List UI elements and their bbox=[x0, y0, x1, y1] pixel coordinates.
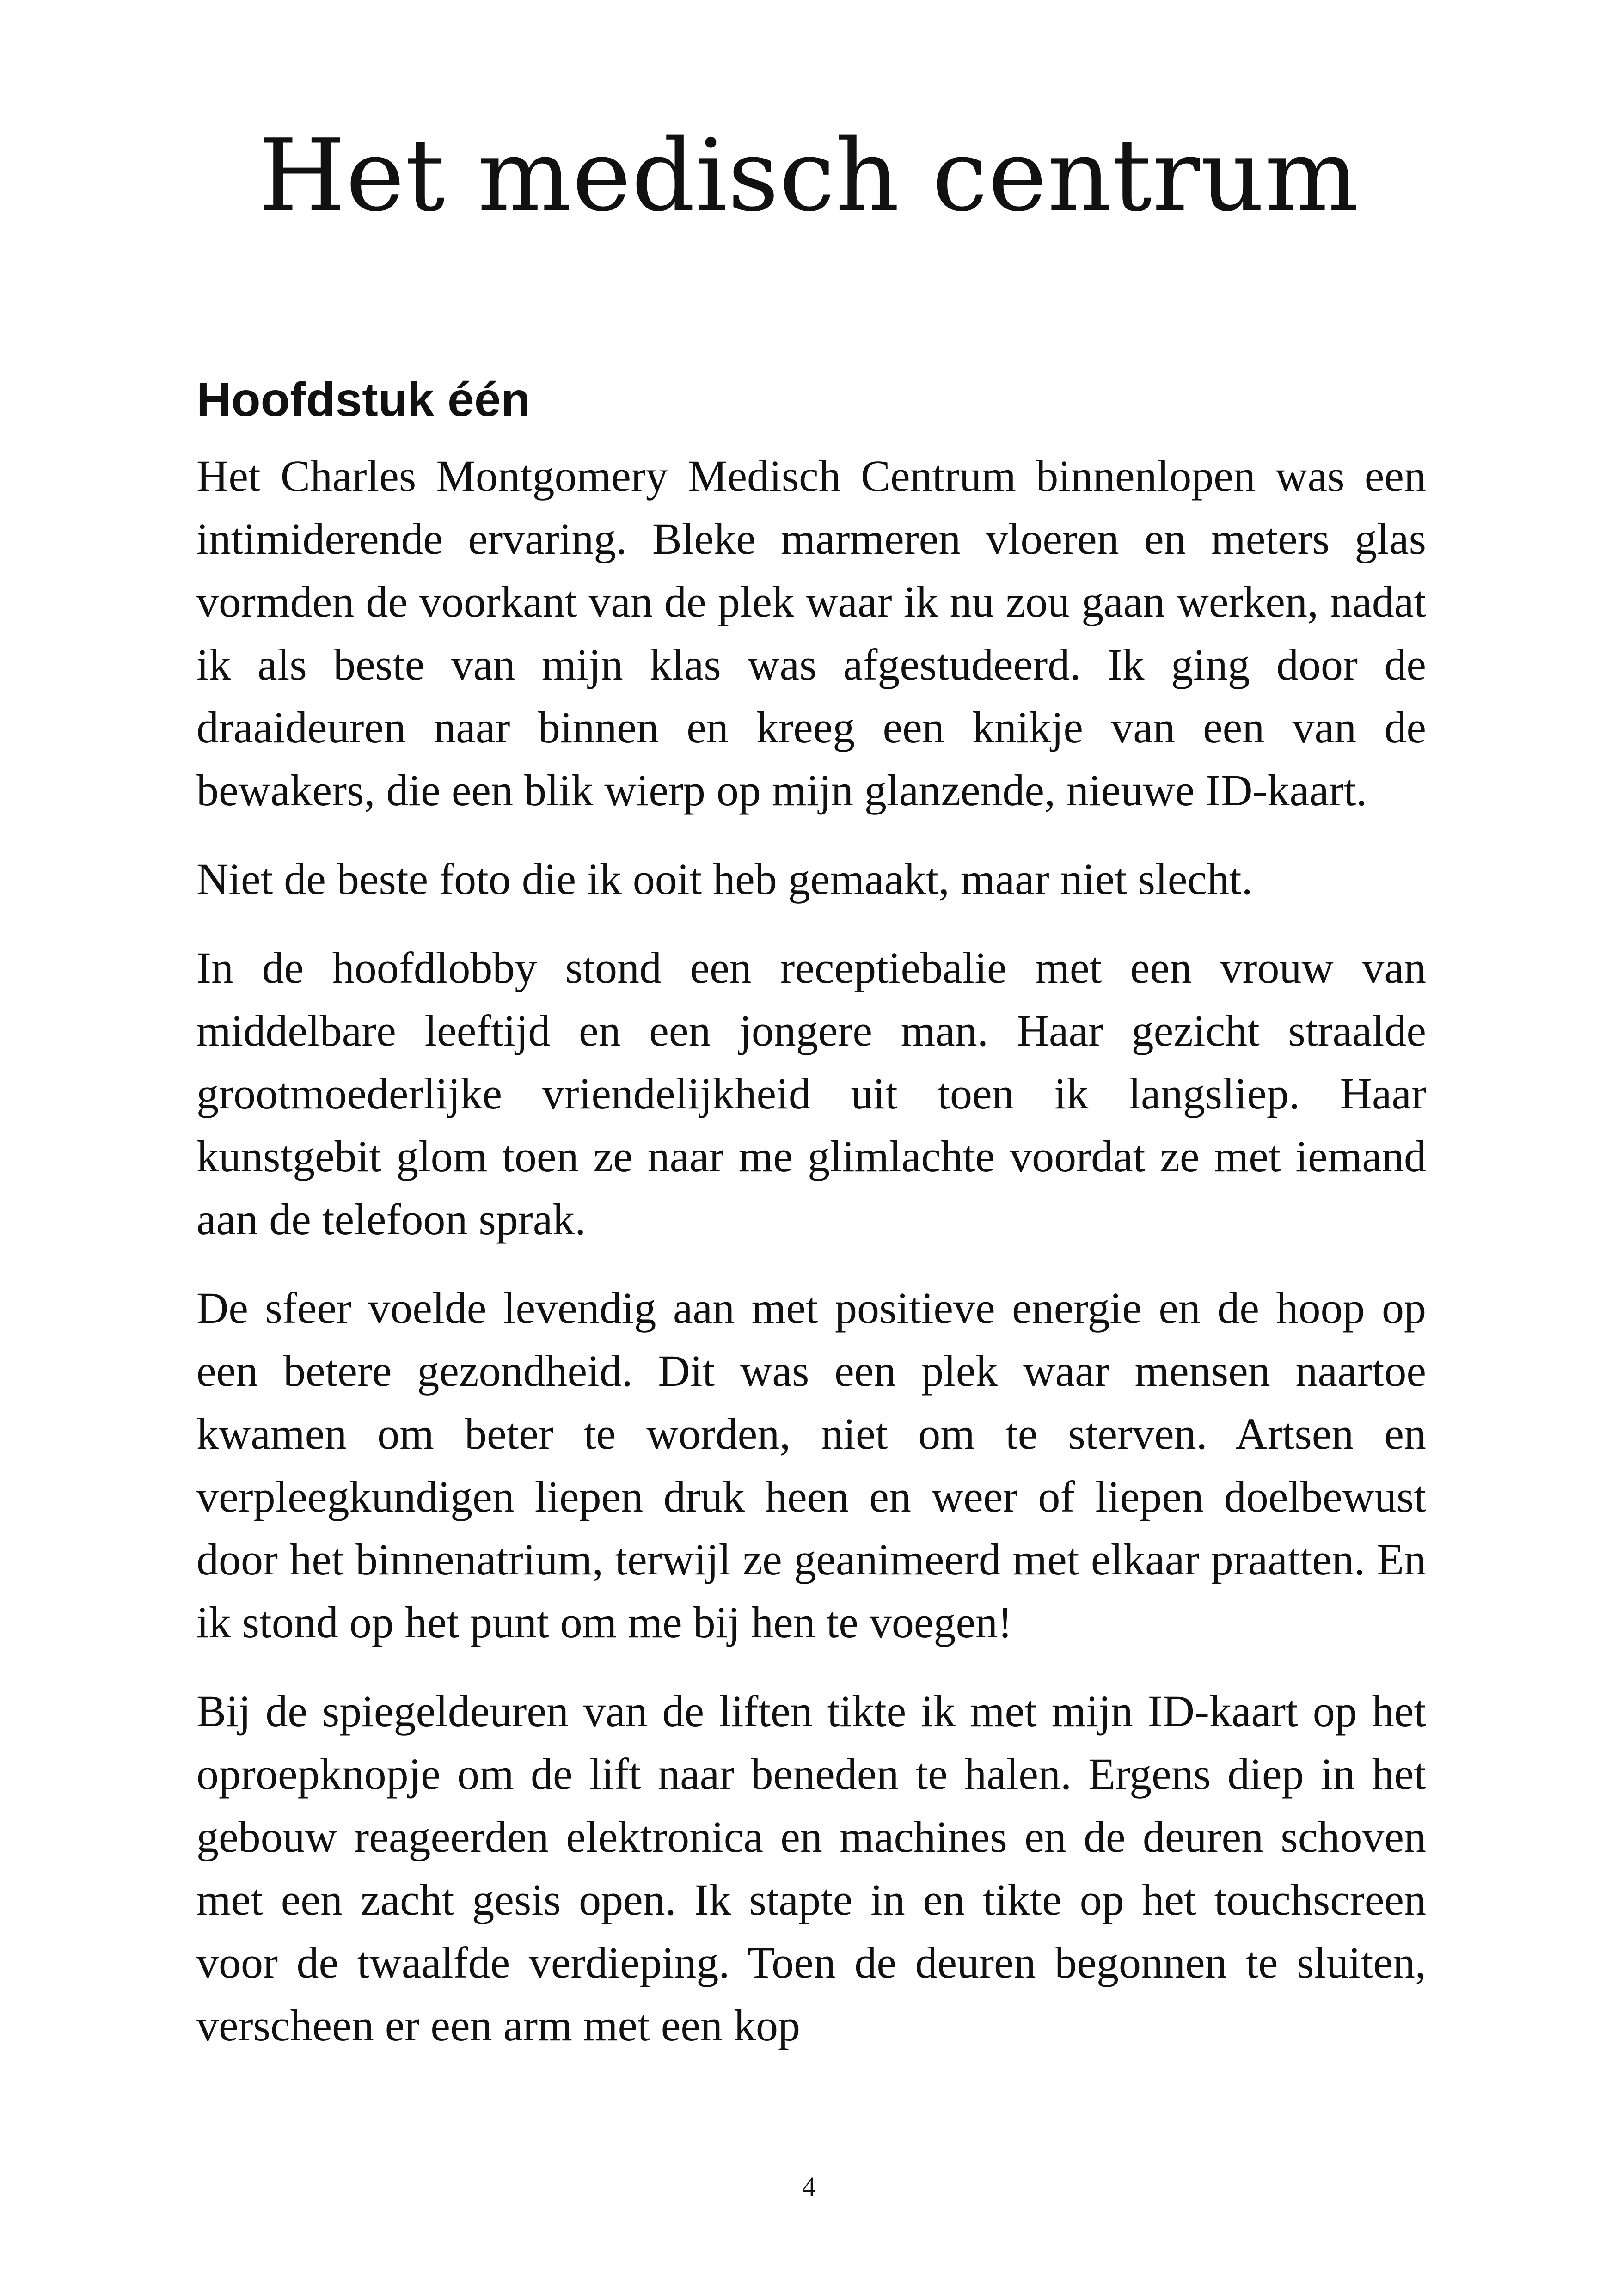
body-text bbox=[196, 445, 1426, 2083]
book-title: Het medisch centrum bbox=[258, 117, 1360, 233]
paragraph: Niet de beste foto die ik ooit heb gemaakt, maar niet slecht. bbox=[196, 854, 1253, 904]
paragraph: Bij de spiegeldeuren van de liften tikte ik met mijn ID-kaart op het oproepknopje om de lift naar beneden te halen. Ergens diep in het gebouw reageerden elektronica en machines en de deuren schoven met een zacht gesis open. Ik stapte in en tikte op het touchscreen voor de twaalfde verdieping. Toen de deuren begonnen te sluiten, verscheen er een arm met een kop bbox=[196, 1686, 1426, 2050]
paragraph: De sfeer voelde levendig aan met positieve energie en de hoop op een betere gezondheid. Dit was een plek waar mensen naartoe kwamen om beter te worden, niet om te sterven. Artsen en verpleegkundigen liepen druk heen en weer of liepen doelbewust door het binnenatrium, terwijl ze geanimeerd met elkaar praatten. En ik stond op het punt om me bij hen te voegen! bbox=[196, 1283, 1426, 1647]
page-number: 4 bbox=[802, 2171, 816, 2202]
paragraph: In de hoofdlobby stond een receptiebalie met een vrouw van middelbare leeftijd en een jongere man. Haar gezicht straalde grootmoederlijke vriendelijkheid uit toen ik langsliep. Haar kunstgebit glom toen ze naar me glimlachte voordat ze met iemand aan de telefoon sprak. bbox=[196, 943, 1426, 1244]
chapter-heading: Hoofdstuk één bbox=[196, 373, 531, 427]
paragraph: Het Charles Montgomery Medisch Centrum binnenlopen was een intimiderende ervaring. Bleke marmeren vloeren en meters glas vormden de voorkant van de plek waar ik nu zou gaan werken, nadat ik als beste van mijn klas was afgestudeerd. Ik ging door de draaideuren naar binnen en kreeg een knikje van een van de bewakers, die een blik wierp op mijn glanzende, nieuwe ID-kaart. bbox=[196, 451, 1426, 815]
